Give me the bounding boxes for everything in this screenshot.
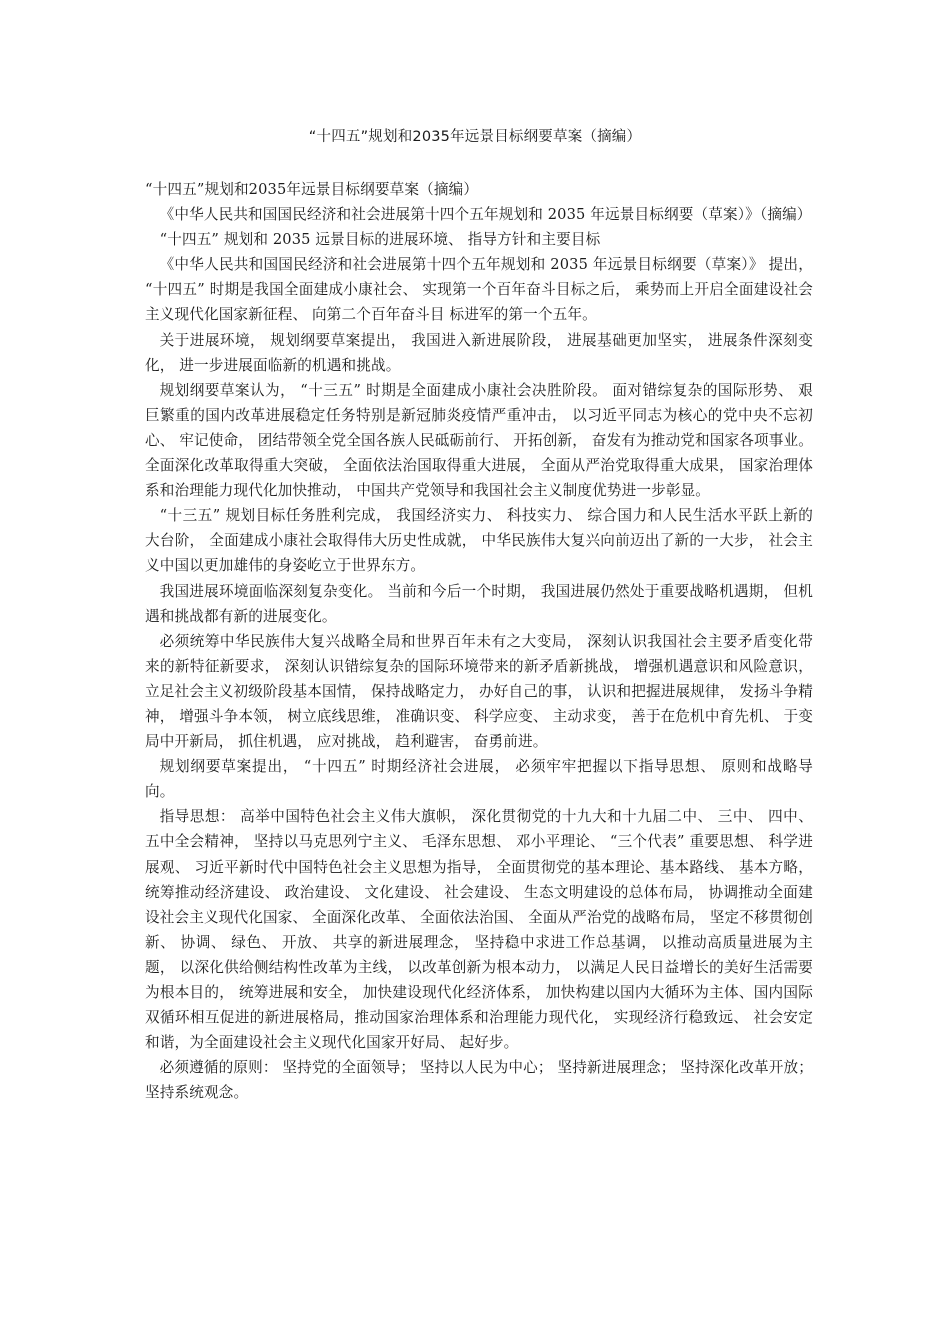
paragraph: 指导思想： 高举中国特色社会主义伟大旗帜， 深化贯彻党的十九大和十九届二中、 三中、 四中、 五中全会精神， 坚持以马克思列宁主义、 毛泽东思想、 邓小平理论、 “三个代表” 重要思想、 科学进展观、 习近平新时代中国特色社会主义思想为指导， 全面贯彻党的基本理论、基本路线、 基本方略， 统筹推动经济建设、 政治建设、 文化建设、 社会建设、 生态文明建设的总体布局， 协调推动全面建设社会主义现代化国家、 全面深化改革、 全面依法治国、 全面从严治党的战略布局， 坚定不移贯彻创新、 协调、 绿色、 开放、 共享的新进展理念， 坚持稳中求进工作总基调， 以推动高质量进展为主题， 以深化供给侧结构性改革为主线， 以改革创新为根本动力， 以满足人民日益增长的美好生活需要为根本目的， 统筹进展和安全， 加快建设现代化经济体系， 加快构建以国内大循环为主体、国内国际双循环相互促进的新进展格局，推动国家治理体系和治理能力现代化， 实现经济行稳致远、 社会安定和谐，为全面建设社会主义现代化国家开好局、 起好步。 xyxy=(145,808,813,1052)
section-heading: “十四五” 规划和 2035 远景目标的进展环境、 指导方针和主要目标 xyxy=(159,231,601,249)
document-title: “十四五”规划和2035年远景目标纲要草案（摘编） xyxy=(308,129,642,145)
paragraph: 规划纲要草案认为， “十三五” 时期是全面建成小康社会决胜阶段。 面对错综复杂的国际形势、 艰巨繁重的国内改革进展稳定任务特别是新冠肺炎疫情严重冲击， 以习近平同志为核心的党中央不忘初心、 牢记使命， 团结带领全党全国各族人民砥砺前行、 开拓创新， 奋发有为推动党和国家各项事业。 全面深化改革取得重大突破， 全面依法治国取得重大进展， 全面从严治党取得重大成果， 国家治理体系和治理能力现代化加快推动， 中国共产党领导和我国社会主义制度优势进一步彰显。 xyxy=(145,381,813,500)
outline-title: 《中华人民共和国国民经济和社会进展第十四个五年规划和 2035 年远景目标纲要（草案）》（摘编） xyxy=(159,206,812,224)
paragraph: 必须遵循的原则： 坚持党的全面领导； 坚持以人民为中心； 坚持新进展理念； 坚持深化改革开放； 坚持系统观念。 xyxy=(145,1059,813,1102)
paragraph: 规划纲要草案提出， “十四五” 时期经济社会进展， 必须牢牢把握以下指导思想、 原则和战略导向。 xyxy=(145,758,813,801)
paragraph: 《中华人民共和国国民经济和社会进展第十四个五年规划和 2035 年远景目标纲要（草案）》 提出， “十四五” 时期是我国全面建成小康社会、 实现第一个百年奋斗目标之后， 乘势而上开启全面建设社会主义现代化国家新征程、 向第二个百年奋斗目 标进军的第一个五年。 xyxy=(145,256,813,324)
document-body xyxy=(145,177,813,1105)
paragraph: 关于进展环境， 规划纲要草案提出， 我国进入新进展阶段， 进展基础更加坚实， 进展条件深刻变化， 进一步进展面临新的机遇和挑战。 xyxy=(145,331,813,374)
paragraph: “十三五” 规划目标任务胜利完成， 我国经济实力、 科技实力、 综合国力和人民生活水平跃上新的大台阶， 全面建成小康社会取得伟大历史性成就， 中华民族伟大复兴向前迈出了新的一大步， 社会主义中国以更加雄伟的身姿屹立于世界东方。 xyxy=(145,507,813,575)
body-heading: “十四五”规划和2035年远景目标纲要草案（摘编） xyxy=(145,181,479,198)
paragraph: 必须统筹中华民族伟大复兴战略全局和世界百年未有之大变局， 深刻认识我国社会主要矛盾变化带来的新特征新要求， 深刻认识错综复杂的国际环境带来的新矛盾新挑战， 增强机遇意识和风险意识， 立足社会主义初级阶段基本国情， 保持战略定力， 办好自己的事， 认识和把握进展规律， 发扬斗争精神， 增强斗争本领， 树立底线思维， 准确识变、 科学应变、 主动求变， 善于在危机中育先机、 于变局中开新局， 抓住机遇， 应对挑战， 趋利避害， 奋勇前进。 xyxy=(145,632,813,751)
paragraph: 我国进展环境面临深刻复杂变化。 当前和今后一个时期， 我国进展仍然处于重要战略机遇期， 但机遇和挑战都有新的进展变化。 xyxy=(145,582,813,625)
